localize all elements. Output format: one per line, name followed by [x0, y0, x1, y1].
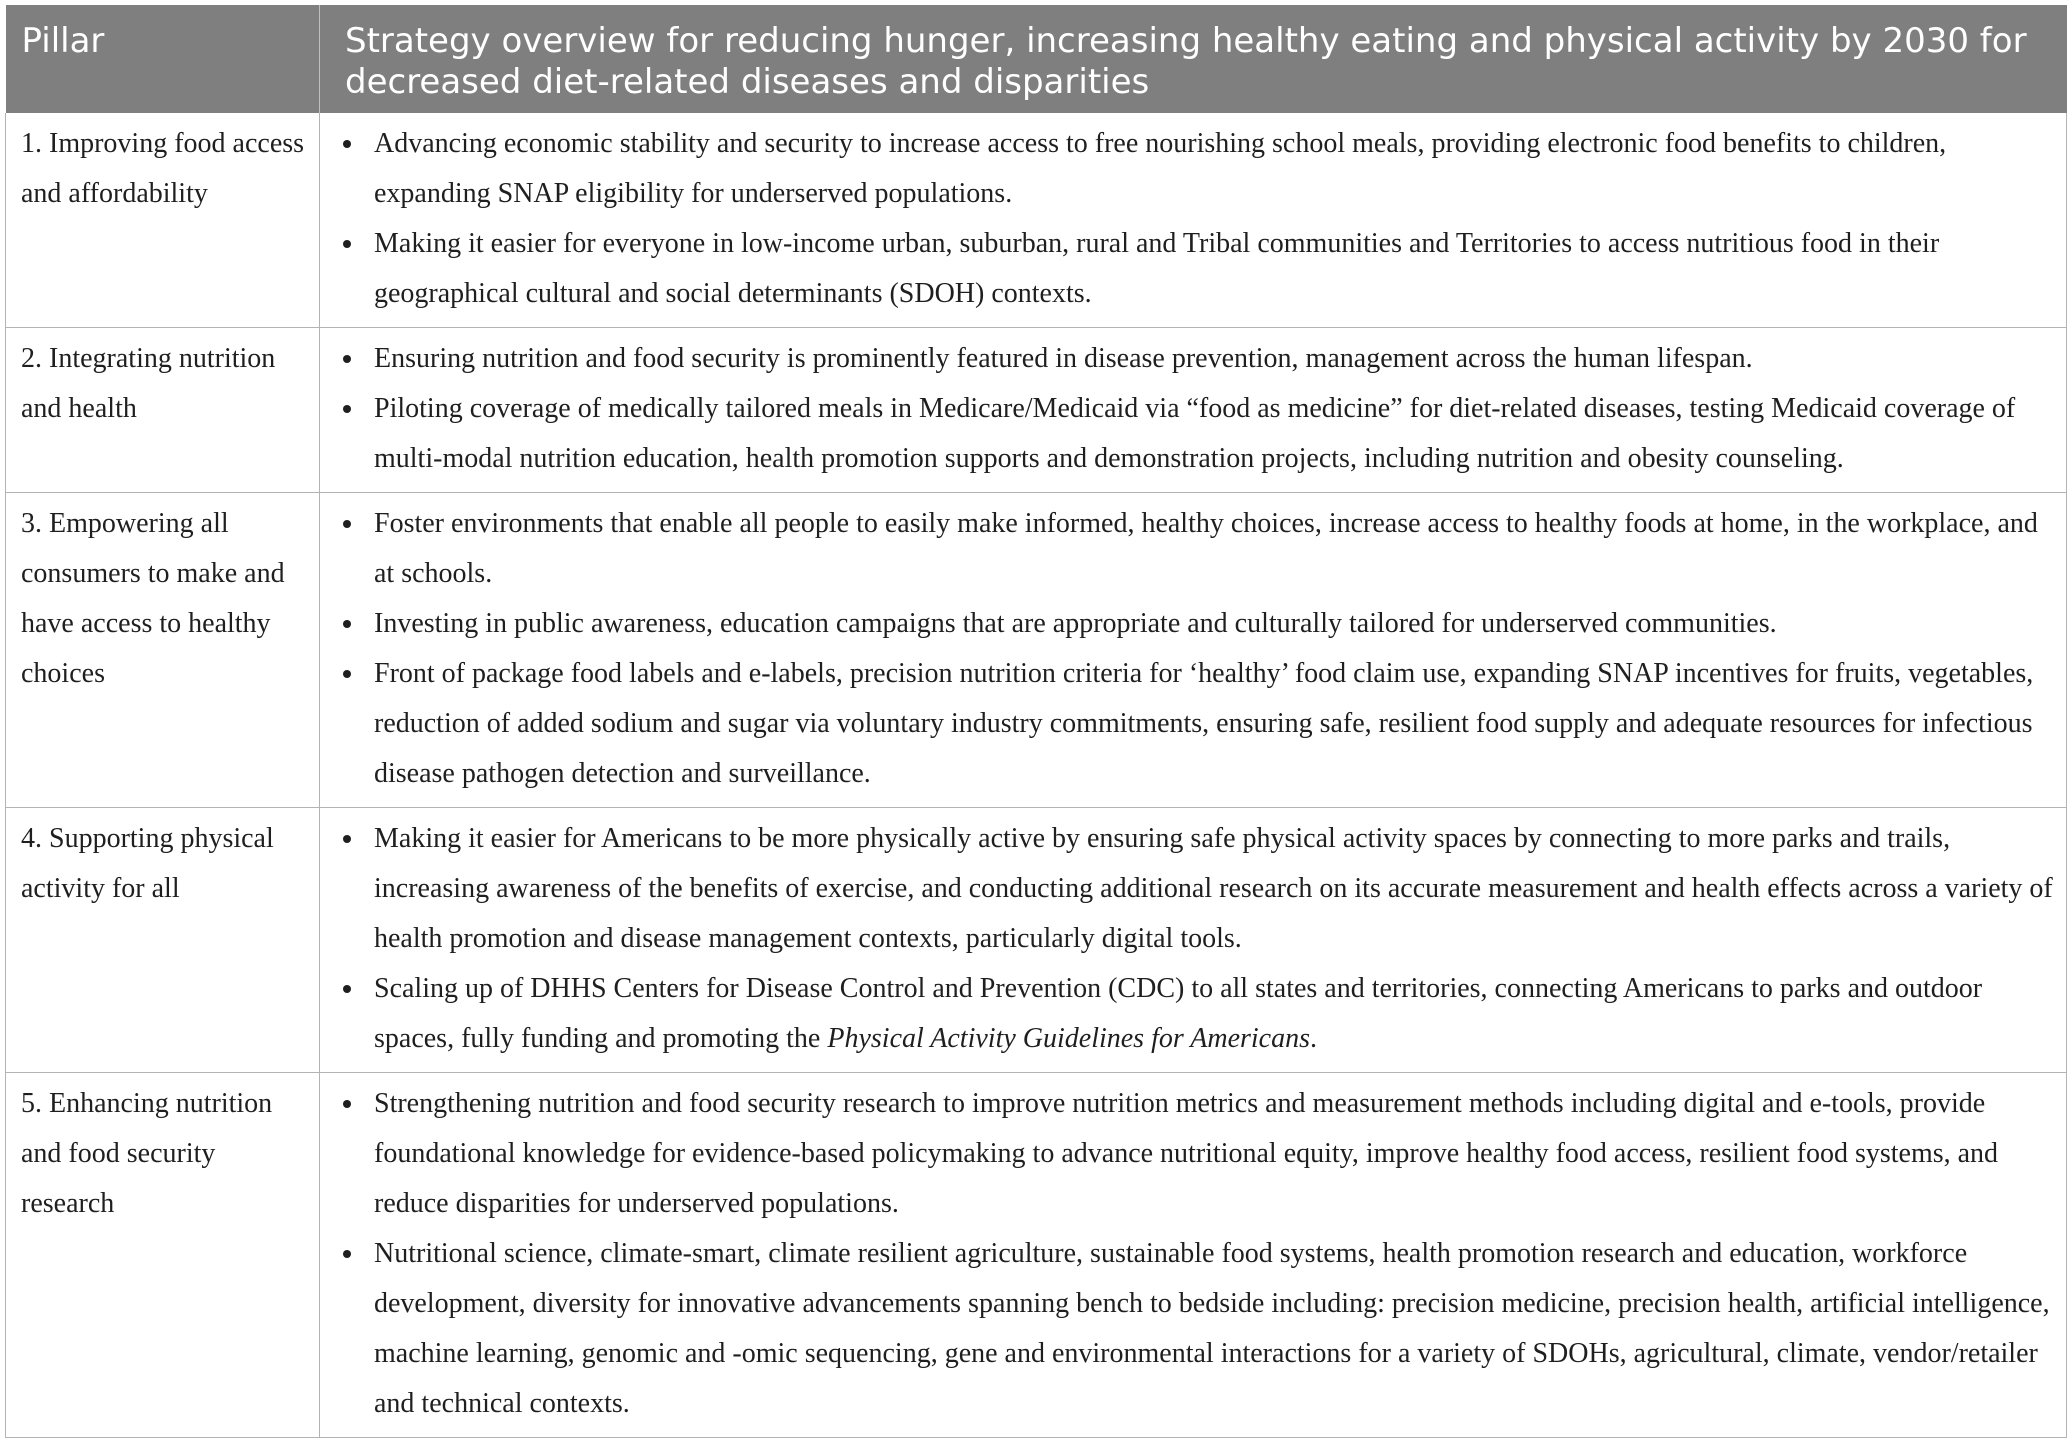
list-item: [320, 334, 2054, 384]
bullet-icon: [343, 985, 351, 993]
bullet-icon: [343, 240, 351, 248]
bullet-icon: [343, 670, 351, 678]
list-item: [320, 964, 2054, 1064]
list-item-text: Ensuring nutrition and food security is prominently featured in disease prevention, management across the human lifespan.: [374, 343, 1753, 374]
bullet-icon: [343, 1100, 351, 1108]
list-item: [320, 1079, 2054, 1229]
table-header: [6, 5, 2067, 113]
header-row: [6, 5, 2067, 113]
pillar-cell: 4. Supporting physical activity for all: [6, 808, 320, 1073]
bullet-icon: [343, 620, 351, 628]
list-item: [320, 219, 2054, 319]
strategy-cell: [320, 328, 2067, 493]
bullet-list: [320, 119, 2054, 319]
table-row-4: [6, 808, 2067, 1073]
list-item: [320, 1229, 2054, 1429]
list-item-text: Making it easier for Americans to be more physically active by ensuring safe physical activity spaces by connecting to more parks and trails, increasing awareness of the benefits of exercise, and conducting additional research on its accurate measurement and health effects across a variety of health promotion and disease management contexts, particularly digital tools.: [374, 823, 2053, 954]
bullet-icon: [343, 355, 351, 363]
bullet-list: [320, 1079, 2054, 1429]
list-item-text: Strengthening nutrition and food security research to improve nutrition metrics and measurement methods including digital and e-tools, provide foundational knowledge for evidence-based policymaking to advance nutritional equity, improve healthy food access, resilient food systems, and reduce disparities for underserved populations.: [374, 1088, 1999, 1219]
header-strategy: Strategy overview for reducing hunger, increasing healthy eating and physical activity by 2030 for decreased diet-related diseases and disparities: [320, 5, 2067, 113]
list-item: [320, 384, 2054, 484]
header-pillar: Pillar: [6, 5, 320, 113]
pillar-cell: 2. Integrating nutrition and health: [6, 328, 320, 493]
bullet-icon: [343, 835, 351, 843]
strategy-cell: [320, 113, 2067, 328]
table-body: [6, 113, 2067, 1438]
list-item-text-end: .: [1310, 1023, 1318, 1054]
list-item: [320, 649, 2054, 799]
bullet-icon: [343, 140, 351, 148]
pillar-cell: 1. Improving food access and affordability: [6, 113, 320, 328]
list-item-text: Nutritional science, climate-smart, climate resilient agriculture, sustainable food systems, health promotion research and education, workforce development, diversity for innovative advancements spanning bench to bedside including: precision medicine, precision health, artificial intelligence, machine learning, genomic and -omic sequencing, gene and environmental interactions for a variety of SDOHs, agricultural, climate, vendor/retailer and technical contexts.: [374, 1238, 2050, 1419]
bullet-icon: [343, 405, 351, 413]
bullet-list: [320, 334, 2054, 484]
bullet-list: [320, 814, 2054, 1064]
strategy-table: [5, 5, 2067, 1438]
list-item-text: Making it easier for everyone in low-income urban, suburban, rural and Tribal communities and Territories to access nutritious food in their geographical cultural and social determinants (SDOH) contexts.: [374, 228, 1940, 309]
table-row-2: [6, 328, 2067, 493]
table-row-1: [6, 113, 2067, 328]
list-item-text: Advancing economic stability and security to increase access to free nourishing school meals, providing electronic food benefits to children, expanding SNAP eligibility for underserved populations.: [374, 128, 1947, 209]
guidelines-title: Physical Activity Guidelines for Americans: [827, 1023, 1311, 1054]
list-item-text: Piloting coverage of medically tailored meals in Medicare/Medicaid via “food as medicine” for diet-related diseases, testing Medicaid coverage of multi-modal nutrition education, health promotion supports and demonstration projects, including nutrition and obesity counseling.: [374, 393, 2016, 474]
list-item-text: Front of package food labels and e-labels, precision nutrition criteria for ‘healthy’ food claim use, expanding SNAP incentives for fruits, vegetables, reduction of added sodium and sugar via voluntary industry commitments, ensuring safe, resilient food supply and adequate resources for infectious disease pathogen detection and surveillance.: [374, 658, 2034, 789]
pillar-cell: 3. Empowering all consumers to make and have access to healthy choices: [6, 493, 320, 808]
list-item: [320, 499, 2054, 599]
list-item-text-start: Scaling up of DHHS Centers for Disease Control and Prevention (CDC) to all states and territories, connecting Americans to parks and outdoor spaces, fully funding and promoting the: [374, 973, 1983, 1054]
bullet-list: [320, 499, 2054, 799]
list-item-text: Investing in public awareness, education campaigns that are appropriate and culturally tailored for underserved communities.: [374, 608, 1777, 639]
pillar-cell: 5. Enhancing nutrition and food security research: [6, 1073, 320, 1438]
table-row-5: [6, 1073, 2067, 1438]
list-item-text: Foster environments that enable all people to easily make informed, healthy choices, increase access to healthy foods at home, in the workplace, and at schools.: [374, 508, 2038, 589]
list-item: [320, 119, 2054, 219]
list-item: [320, 814, 2054, 964]
list-item: [320, 599, 2054, 649]
bullet-icon: [343, 520, 351, 528]
strategy-cell: [320, 1073, 2067, 1438]
bullet-icon: [343, 1250, 351, 1258]
strategy-cell: [320, 808, 2067, 1073]
table-row-3: [6, 493, 2067, 808]
strategy-cell: [320, 493, 2067, 808]
